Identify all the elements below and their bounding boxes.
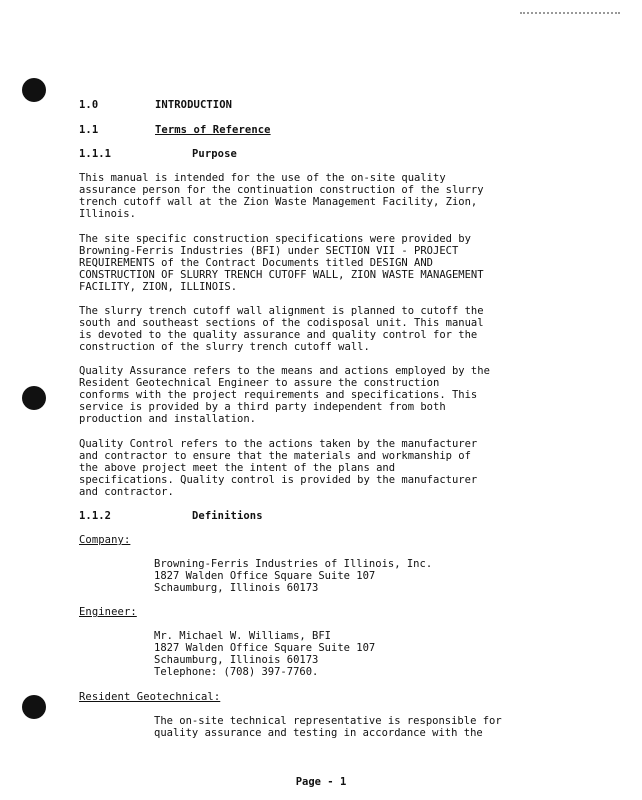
binder-hole-top bbox=[22, 78, 46, 102]
paragraph-quality-assurance: Quality Assurance refers to the means and actions employed by the Resident Geotechnical Engineer to assure the construction conforms with the project requirements and specifications. This service is provided by a third party independent from both production and installation. bbox=[79, 365, 490, 425]
engineer-address: Mr. Michael W. Williams, BFI 1827 Walden Office Square Suite 107 Schaumburg, Illinois 60173 Telephone: (708) 397-7760. bbox=[154, 630, 376, 678]
subsection-title: Terms of Reference bbox=[155, 124, 271, 136]
definitions-number: 1.1.2 bbox=[79, 510, 112, 522]
paragraph-specifications: The site specific construction specifications were provided by Browning-Ferris Industries (BFI) under SECTION VII - PROJECT REQUIREMENTS of the Contract Documents titled DESIGN AND CONSTRUCTION OF SLURRY TRENCH CUTOFF WALL, ZION WASTE MANAGEMENT FACILITY, ZION, ILLINOIS. bbox=[79, 233, 484, 293]
engineer-label: Engineer: bbox=[79, 606, 137, 618]
section-number: 1.0 bbox=[79, 99, 99, 111]
subsection-number: 1.1 bbox=[79, 124, 99, 136]
definitions-title: Definitions bbox=[192, 510, 263, 522]
subsubsection-title: Purpose bbox=[192, 148, 237, 160]
paragraph-quality-control: Quality Control refers to the actions taken by the manufacturer and contractor to ensure that the materials and workmanship of the above project meet the intent of the plans and specifications. Quality control is provided by the manufacturer and contractor. bbox=[79, 438, 478, 498]
page-number: Page - 1 bbox=[295, 776, 347, 788]
binder-hole-middle bbox=[22, 386, 46, 410]
company-address: Browning-Ferris Industries of Illinois, Inc. 1827 Walden Office Square Suite 107 Schaumburg, Illinois 60173 bbox=[154, 558, 433, 594]
company-label: Company: bbox=[79, 534, 131, 546]
paragraph-alignment: The slurry trench cutoff wall alignment is planned to cutoff the south and southeast sections of the codisposal unit. This manual is devoted to the quality assurance and quality control for the construction of the slurry trench cutoff wall. bbox=[79, 305, 484, 353]
resident-geotechnical-label: Resident Geotechnical: bbox=[79, 691, 221, 703]
scan-artifact bbox=[520, 12, 620, 16]
paragraph-purpose: This manual is intended for the use of the on-site quality assurance person for the continuation construction of the slurry trench cutoff wall at the Zion Waste Management Facility, Zion, Illinois. bbox=[79, 172, 484, 220]
resident-geotechnical-text: The on-site technical representative is responsible for quality assurance and testing in accordance with the bbox=[154, 715, 502, 739]
section-title: INTRODUCTION bbox=[155, 99, 233, 111]
subsubsection-number: 1.1.1 bbox=[79, 148, 112, 160]
binder-hole-bottom bbox=[22, 695, 46, 719]
